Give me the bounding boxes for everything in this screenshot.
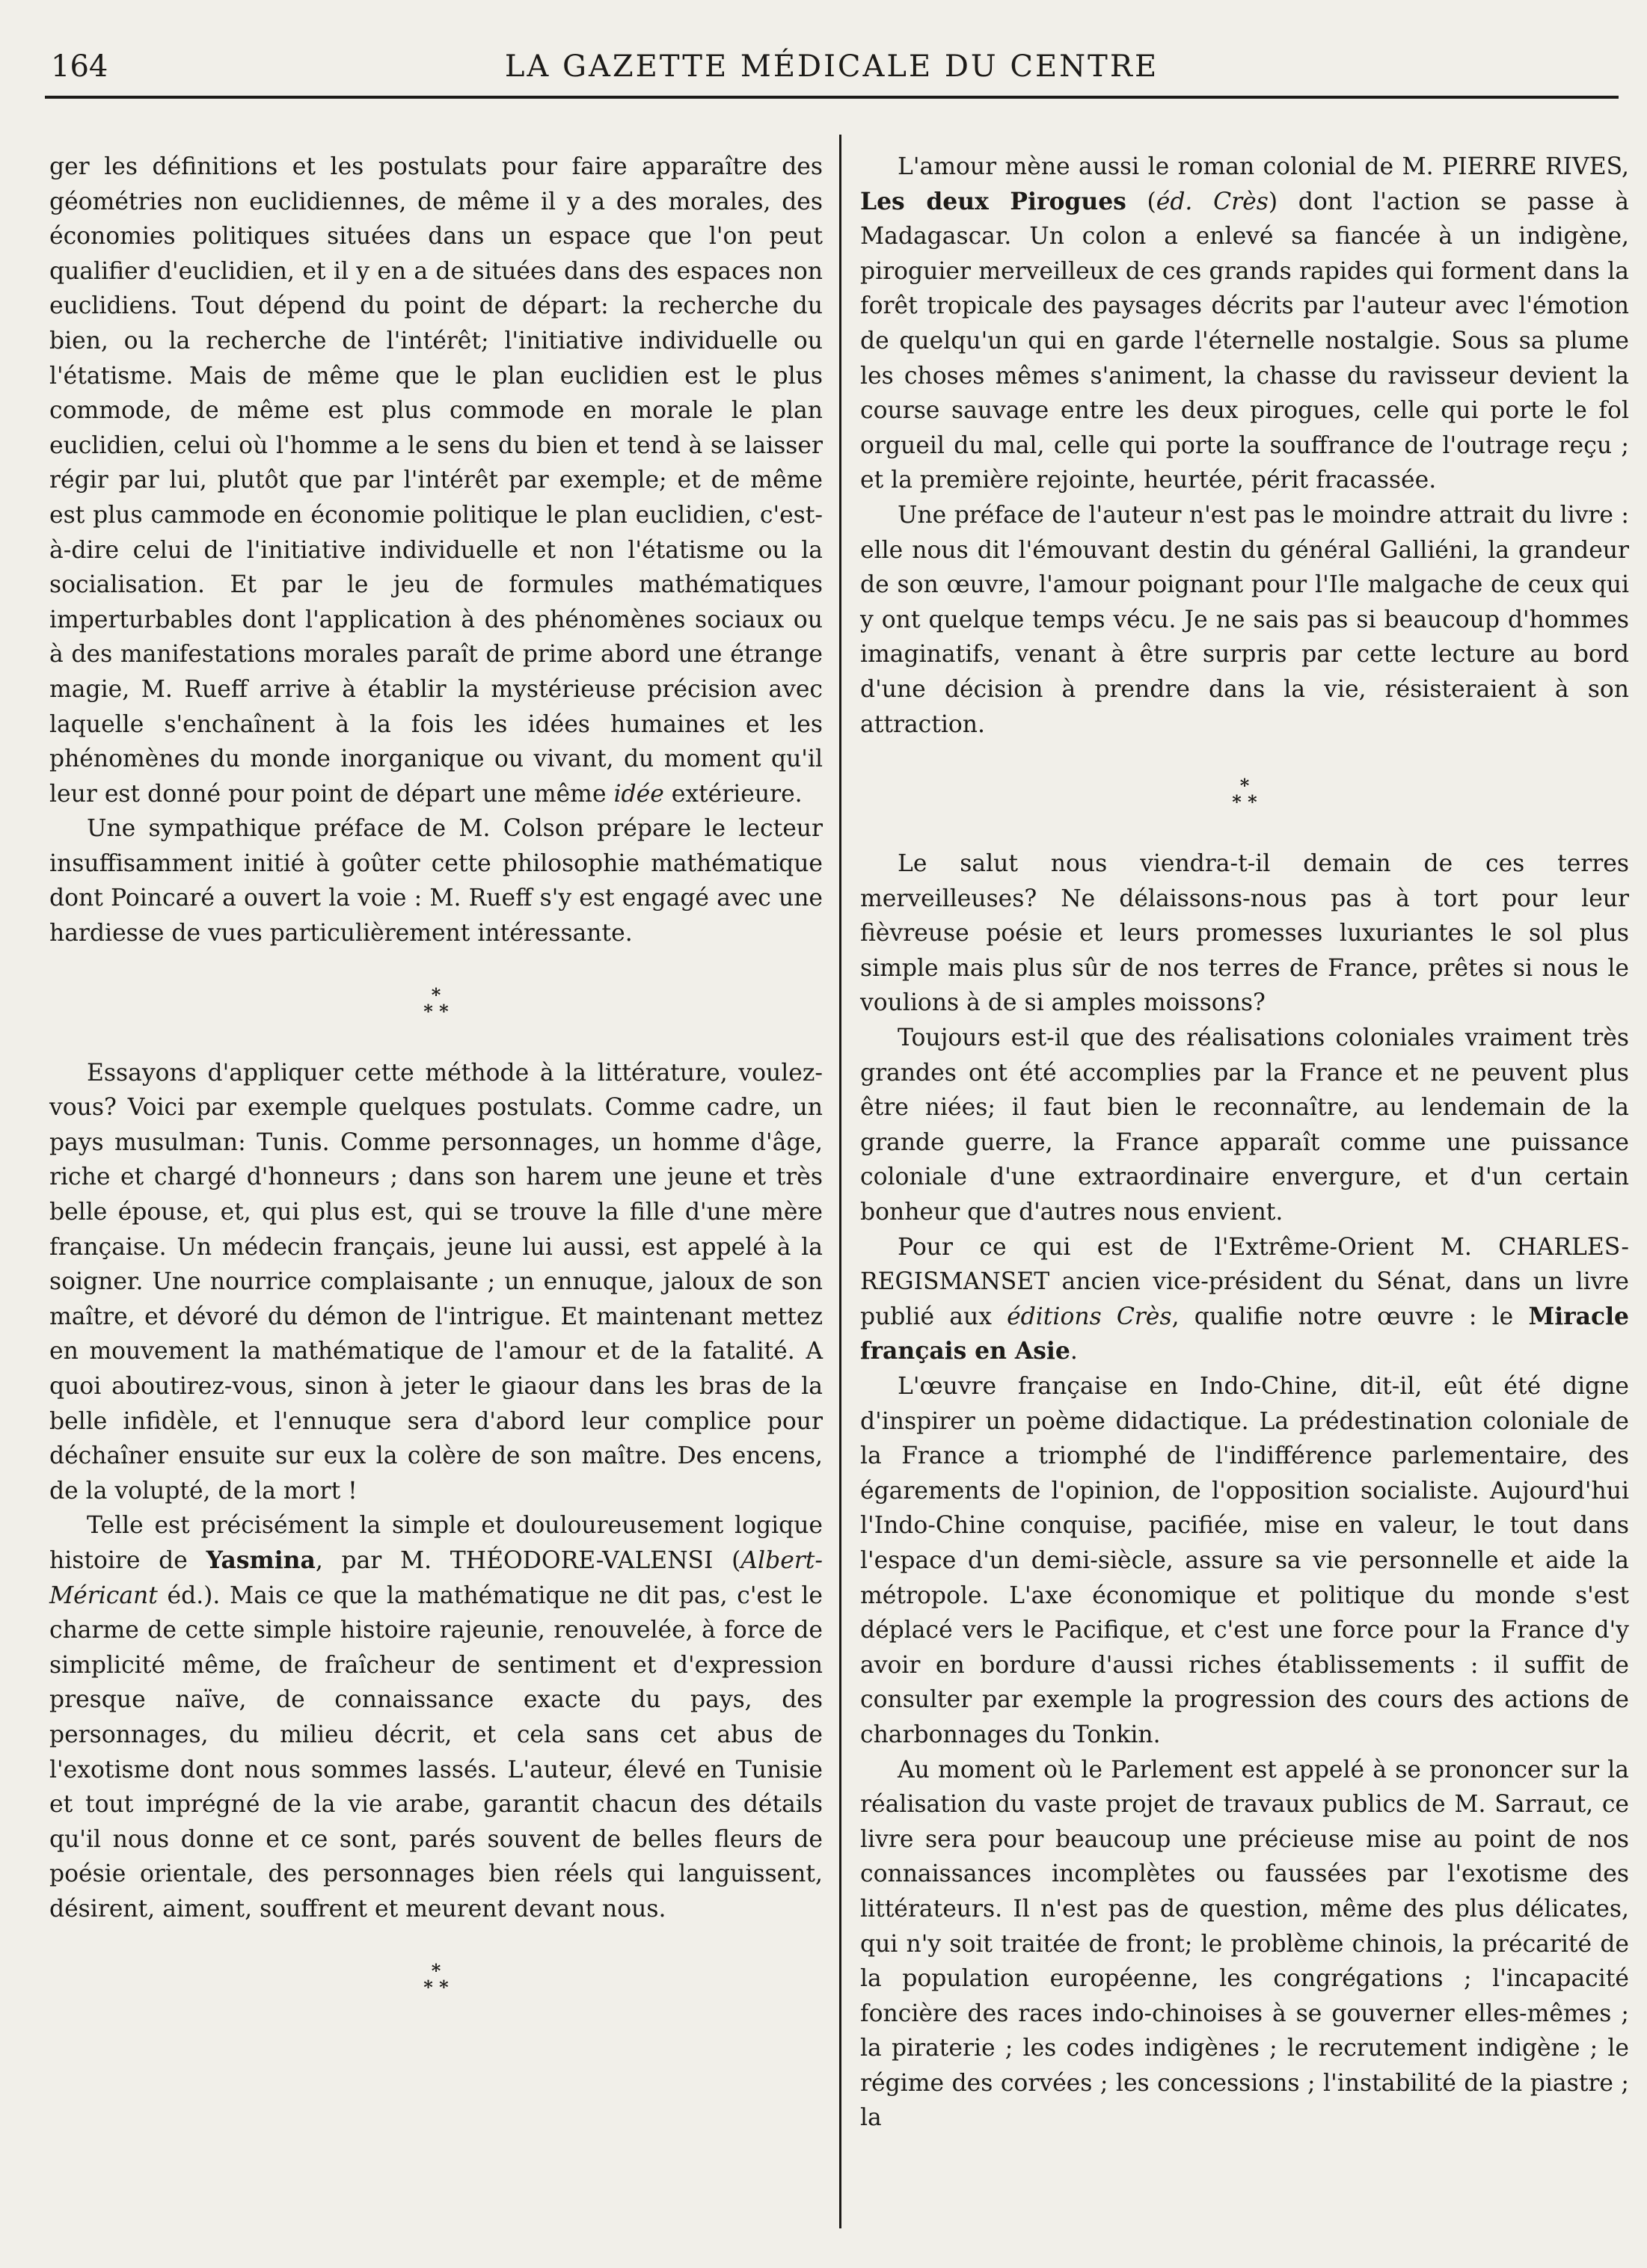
paragraph-text: Telle est précisément la simple et douloureusement logique histoire de: [49, 1512, 823, 1574]
paragraph: [49, 1508, 823, 1926]
emphasis-idee: idée: [613, 780, 664, 808]
asterism-divider: [49, 1927, 823, 2032]
paragraph-text: ger les définitions et les postulats pour faire apparaître des géométries non euclidiennes, de même il y a des morales, des économies politiques situées dans un espace que l'on peut qualifier d'euclidien, et il y en a de situées dans des espaces non euclidiens. Tout dépend du point de départ: la recherche du bien, ou la recherche de l'intérêt; l'initiative individuelle ou l'étatisme. Mais de même que le plan euclidien est le plus commode, de même est plus commode en morale le plan euclidien, celui où l'homme a le sens du bien et tend à se laisser régir par lui, plutôt que par l'intérêt par exemple; et de même est plus cammode en économie politique le plan euclidien, c'est-à-dire celui de l'initiative individuelle et non l'étatisme ou la socialisation. Et par le jeu de formules mathématiques imperturbables dont l'application à des phénomènes sociaux ou à des manifestations morales paraît de prime abord une étrange magie, M. Rueff arrive à établir la mystérieuse précision avec laquelle s'enchaînent à la fois les idées humaines et les phénomènes du monde inorganique ou vivant, du moment qu'il leur est donné pour point de départ une même: [49, 153, 823, 808]
paragraph-text: (: [1126, 188, 1156, 215]
paragraph: L'œuvre française en Indo-Chine, dit-il, eût été digne d'inspirer un poème didactique. La prédestination coloniale de la France a triomphé de l'indifférence parlementaire, des égarements de l'opinion, de l'opposition socialiste. Aujourd'hui l'Indo-Chine conquise, pacifiée, mise en valeur, le tout dans l'espace d'un demi-siècle, assure sa vie personnelle et aide la métropole. L'axe économique et politique du monde s'est déplacé vers le Pacifique, et c'est une force pour la France d'y avoir en bordure d'aussi riches établissements : il suffit de consulter par exemple la progression des cours des actions de charbonnages du Tonkin.: [860, 1373, 1629, 1748]
left-column: [49, 150, 823, 2032]
asterism-divider: [860, 742, 1629, 846]
paragraph: Au moment où le Parlement est appelé à se prononcer sur la réalisation du vaste projet de travaux publics de M. Sarraut, ce livre sera pour beaucoup une précieuse mise au point de nos connaissances incomplètes ou faussées par l'exotisme des littérateurs. Il n'est pas de question, même des plus délicates, qui n'y soit traitée de front; le problème chinois, la précarité de la population européenne, les congrégations ; l'incapacité foncière des races indo-chinoises à se gouverner elles-mêmes ; la piraterie ; les codes indigènes ; le recrutement indigène ; le régime des corvées ; les concessions ; l'instabilité de la piastre ; la: [860, 1756, 1629, 2132]
paragraph-text: extérieure.: [663, 780, 803, 808]
publisher-name: Albert-Méricant: [49, 1546, 823, 1609]
publisher-name: éditions Crès: [1007, 1303, 1172, 1330]
book-title-miracle: Miracle français en Asie: [860, 1303, 1630, 1365]
book-title-pirogues: Les deux Pirogues: [860, 188, 1126, 215]
asterism: * * *: [423, 983, 449, 1022]
paragraph: [860, 1230, 1629, 1369]
asterism: * * *: [1232, 775, 1257, 814]
paragraph: Une sympathique préface de M. Colson prépare le lecteur insuffisamment initié à goûter cette philosophie mathématique dont Poincaré a ouvert la voie : M. Rueff s'y est engagé avec une hardiesse de vues particulièrement intéressante.: [49, 815, 823, 947]
paragraph: [860, 150, 1629, 498]
header-rule: [45, 96, 1619, 99]
paragraph-text: , qualifie notre œuvre : le: [1171, 1303, 1529, 1330]
publisher-name: éd. Crès: [1156, 188, 1269, 215]
paragraph-text: , par M. THÉODORE-VALENSI (: [315, 1546, 741, 1574]
right-column: [860, 150, 1629, 2136]
asterism-divider: [49, 951, 823, 1056]
paragraph: Une préface de l'auteur n'est pas le moindre attrait du livre : elle nous dit l'émouvant destin du général Galliéni, la grandeur de son œuvre, l'amour poignant pour l'Ile malgache de ceux qui y ont quelque temps vécu. Je ne sais pas si beaucoup d'hommes imaginatifs, venant à être surpris par cette lecture au bord d'une décision à prendre dans la vie, résisteraient à son attraction.: [860, 501, 1629, 738]
page-header: [45, 49, 1619, 94]
paragraph: Le salut nous viendra-t-il demain de ces terres merveilleuses? Ne délaissons-nous pas à tort pour leur fièvreuse poésie et leurs promesses luxuriantes le sol plus simple mais plus sûr de nos terres de France, prêtes si nous le voulions à de si amples moissons?: [860, 850, 1629, 1017]
paragraph: Toujours est-il que des réalisations coloniales vraiment très grandes ont été accomplies par la France et ne peuvent plus être niées; il faut bien le reconnaître, au lendemain de la grande guerre, la France apparaît comme une puissance coloniale d'une extraordinaire envergure, et d'un certain bonheur que d'autres nous envient.: [860, 1024, 1629, 1226]
paragraph-text: ) dont l'action se passe à Madagascar. Un colon a enlevé sa fiancée à un indigène, piroguier merveilleux de ces grands rapides qui forment dans la forêt tropicale des paysages décrits par l'auteur avec l'émotion de quelqu'un qui en garde l'éternelle nostalgie. Sous sa plume les choses mêmes s'animent, la chasse du ravisseur devient la course sauvage entre les deux pirogues, celle qui porte le fol orgueil du mal, celle qui porte la souffrance de l'outrage reçu ; et la première rejointe, heurtée, périt fracassée.: [860, 188, 1629, 494]
paragraph-text: éd.). Mais ce que la mathématique ne dit pas, c'est le charme de cette simple histoire rajeunie, renouvelée, à force de simplicité même, de fraîcheur de sentiment et d'expression presque naïve, de connaissance exacte du pays, des personnages, du milieu décrit, et cela sans cet abus de l'exotisme dont nous sommes lassés. L'auteur, élevé en Tunisie et tout imprégné de la vie arabe, garantit chacun des détails qu'il nous donne et ce sont, parés souvent de belles fleurs de poésie orientale, des personnages bien réels qui languissent, désirent, aiment, souffrent et meurent devant nous.: [49, 1582, 823, 1923]
paragraph: Essayons d'appliquer cette méthode à la littérature, voulez-vous? Voici par exemple quelques postulats. Comme cadre, un pays musulman: Tunis. Comme personnages, un homme d'âge, riche et chargé d'honneurs ; dans son harem une jeune et très belle épouse, et, qui plus est, qui se trouve la fille d'une mère française. Un médecin français, jeune lui aussi, est appelé à la soigner. Une nourrice complaisante ; un ennuque, jaloux de son maître, et dévoré du démon de l'intrigue. Et maintenant mettez en mouvement la mathématique de l'amour et de la fatalité. A quoi aboutirez-vous, sinon à jeter le giaour dans les bras de la belle infidèle, et l'ennuque sera d'abord leur complice pour déchaîner ensuite sur eux la colère de son maître. Des encens, de la volupté, de la mort !: [49, 1059, 823, 1505]
column-divider: [839, 135, 841, 2228]
asterism: * * *: [423, 1959, 449, 1998]
paragraph-text: .: [1070, 1338, 1078, 1365]
book-title-yasmina: Yasmina: [206, 1546, 316, 1574]
paragraph-text: L'amour mène aussi le roman colonial de M. PIERRE RIVES,: [898, 153, 1629, 180]
paragraph-text: Pour ce qui est de l'Extrême-Orient M. CHARLES-REGISMANSET ancien vice-président du Sénat, dans un livre publié aux: [860, 1233, 1629, 1330]
page-number: 164: [51, 49, 108, 84]
running-title: LA GAZETTE MÉDICALE DU CENTRE: [504, 49, 1159, 84]
paragraph: [49, 150, 823, 811]
